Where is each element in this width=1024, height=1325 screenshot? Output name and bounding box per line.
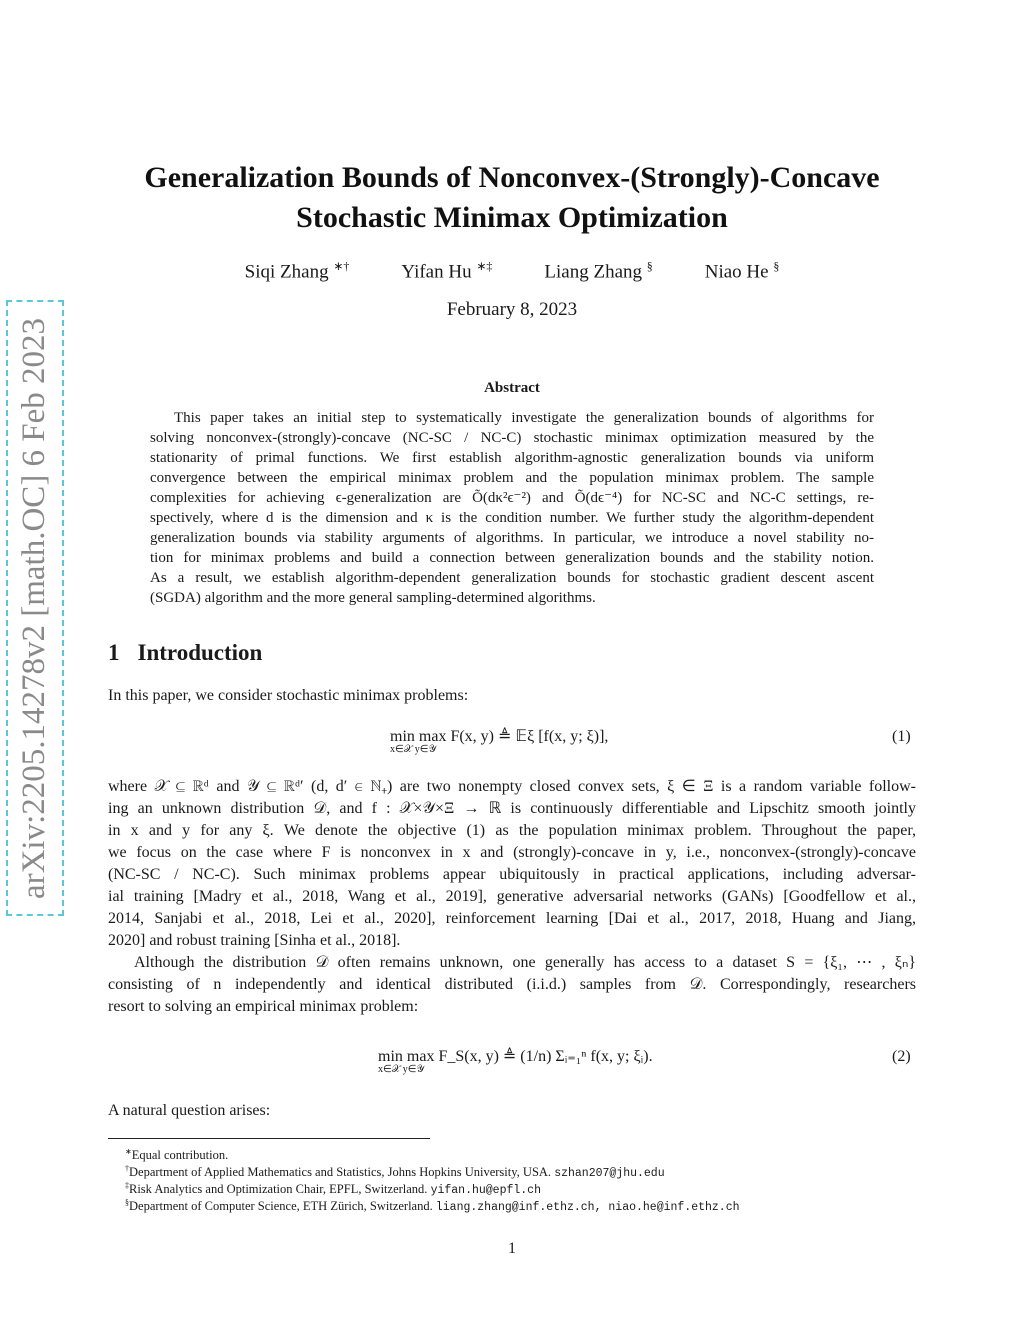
footnote: §Department of Computer Science, ETH Zürich, Switzerland. liang.zhang@inf.ethz.ch, niao.he@inf.ethz.ch — [125, 1198, 740, 1215]
paper-date: February 8, 2023 — [446, 299, 578, 320]
abstract-line: complexities for achieving ϵ-generalization are Õ(dκ²ϵ⁻²) and Õ(dϵ⁻⁴) for NC-SC and NC-C settings, re- — [150, 490, 874, 506]
abstract-line: stationarity of primal functions. We first establish algorithm-agnostic generalization bounds via uniform — [150, 450, 874, 466]
author-list — [0, 259, 1024, 283]
equation-1-body: min max F(x, y) ≜ 𝔼ξ [f(x, y; ξ)], — [390, 728, 609, 745]
question-line: A natural question arises: — [108, 1102, 271, 1119]
author: Yifan Hu ∗‡ — [401, 259, 493, 283]
equation-1-subscripts: x∈𝒳 y∈𝒴 — [390, 744, 437, 755]
abstract-line: spectively, where d is the dimension and κ is the condition number. We further study the algorithm-dependent — [150, 510, 874, 526]
abstract-line: tion for minimax problems and build a connection between generalization bounds and the stability notion. — [150, 550, 874, 566]
footnote-email[interactable]: szhan207@jhu.edu — [554, 1167, 665, 1181]
equation-2-label: (2) — [892, 1048, 911, 1065]
para-1-line: (NC-SC / NC-C). Such minimax problems appear ubiquitously in practical applications, including adversar- — [108, 866, 916, 883]
para-1-line: we focus on the case where F is nonconvex in x and (strongly)-concave in y, i.e., nonconvex-(strongly)-concave — [108, 844, 916, 861]
para-1-line: 2020] and robust training [Sinha et al., 2018]. — [108, 932, 401, 949]
equation-1 — [390, 726, 608, 755]
section-number: 1 — [108, 640, 120, 665]
para-1-line: where 𝒳 ⊆ ℝᵈ and 𝒴 ⊆ ℝᵈ′ (d, d′ ∈ ℕ₊) are two nonempty closed convex sets, ξ ∈ Ξ is a random variable follow- — [108, 778, 916, 795]
para-1-line: ing an unknown distribution 𝒟, and f : 𝒳×𝒴×Ξ → ℝ is continuously differentiable and Lipschitz smooth jointly — [108, 800, 916, 817]
title-line-1: Generalization Bounds of Nonconvex-(Strongly)-Concave — [144, 161, 880, 194]
para-2-line: Although the distribution 𝒟 often remains unknown, one generally has access to a dataset S = {ξ₁, ⋯ , ξₙ} — [134, 954, 916, 971]
para-2-line: resort to solving an empirical minimax problem: — [108, 998, 419, 1015]
author: Liang Zhang § — [544, 259, 653, 283]
page-number: 1 — [508, 1240, 516, 1257]
arxiv-id: arXiv:2205.14278v2 [math.OC] 6 Feb 2023 — [16, 317, 53, 899]
para-1-line: in x and y for any ξ. We denote the objective (1) as the population minimax problem. Throughout the paper, — [108, 822, 916, 839]
footnote: ∗Equal contribution. — [125, 1147, 229, 1163]
equation-2-body: min max F_S(x, y) ≜ (1/n) Σᵢ₌₁ⁿ f(x, y; ξᵢ). — [378, 1048, 653, 1065]
footnote-email[interactable]: liang.zhang@inf.ethz.ch, niao.he@inf.ethz.ch — [435, 1201, 740, 1215]
abstract-line: (SGDA) algorithm and the more general sampling-determined algorithms. — [150, 590, 596, 606]
intro-line: In this paper, we consider stochastic minimax problems: — [108, 687, 469, 704]
equation-1-label: (1) — [892, 728, 911, 745]
title-line-2: Stochastic Minimax Optimization — [296, 201, 728, 234]
para-2-line: consisting of n independently and identical distributed (i.i.d.) samples from 𝒟. Correspondingly, researchers — [108, 976, 916, 993]
section-heading — [108, 640, 262, 666]
section-title: Introduction — [137, 640, 263, 665]
footnote: ‡Risk Analytics and Optimization Chair, EPFL, Switzerland. yifan.hu@epfl.ch — [125, 1181, 541, 1198]
abstract-line: generalization bounds via stability arguments of algorithms. In particular, we introduce a novel stability no- — [150, 530, 874, 546]
author: Siqi Zhang ∗† — [244, 259, 350, 283]
paper-title — [80, 158, 944, 238]
equation-2-subscripts: x∈𝒳 y∈𝒴 — [378, 1064, 425, 1075]
abstract-line: solving nonconvex-(strongly)-concave (NC-SC / NC-C) stochastic minimax optimization measured by the — [150, 430, 874, 446]
abstract-line: convergence between the empirical minimax problem and the population minimax problem. The sample — [150, 470, 874, 486]
footnote: †Department of Applied Mathematics and Statistics, Johns Hopkins University, USA. szhan207@jhu.edu — [125, 1164, 665, 1181]
footnote-email[interactable]: yifan.hu@epfl.ch — [430, 1184, 541, 1198]
abstract-line: As a result, we establish algorithm-dependent generalization bounds for stochastic gradient descent ascent — [150, 570, 874, 586]
equation-2 — [378, 1046, 653, 1075]
para-1-line: 2014, Sanjabi et al., 2018, Lei et al., 2020], reinforcement learning [Dai et al., 2017, 2018, Huang and Jiang, — [108, 910, 916, 927]
para-1-line: ial training [Madry et al., 2018, Wang et al., 2019], generative adversarial networks (GANs) [Goodfellow et al., — [108, 888, 916, 905]
abstract-heading: Abstract — [484, 380, 540, 396]
abstract-line: This paper takes an initial step to systematically investigate the generalization bounds of algorithms for — [174, 410, 874, 426]
footnote-rule — [108, 1138, 430, 1139]
author: Niao He § — [704, 259, 780, 283]
